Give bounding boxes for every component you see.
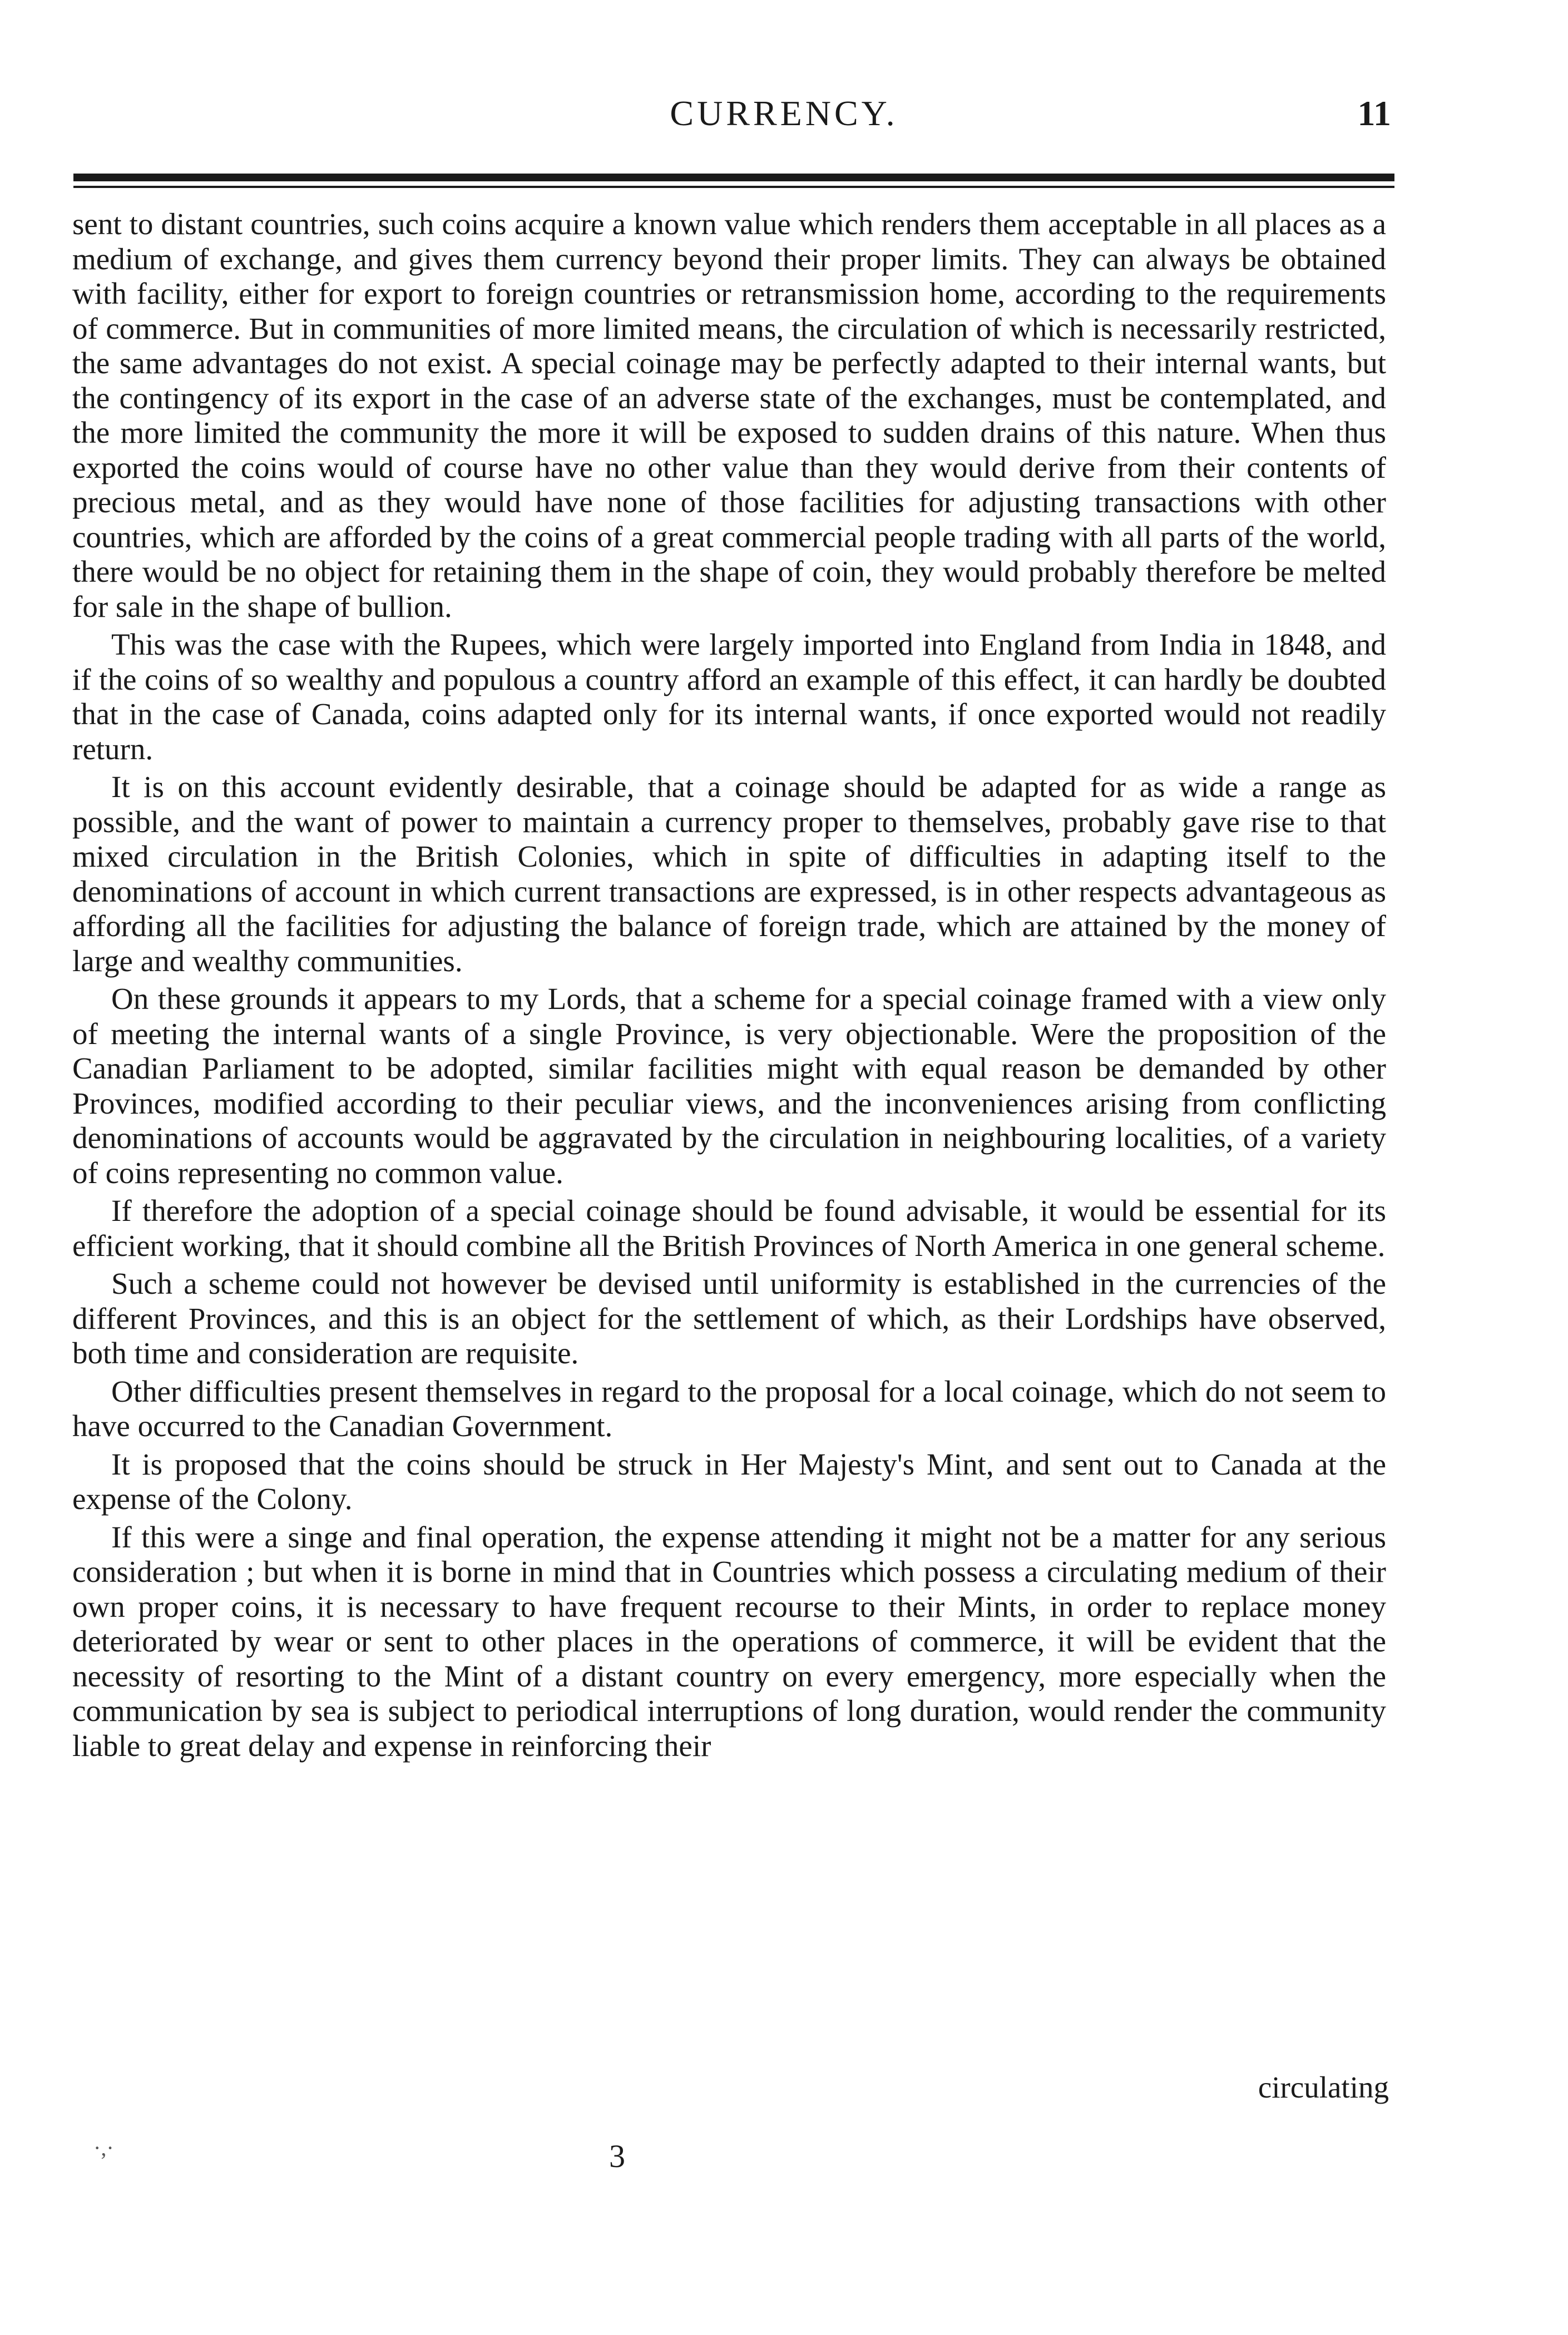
signature-mark: 3: [609, 2138, 625, 2174]
paragraph: It is on this account evidently desirable, that a coinage should be adapted for as wide a range as possible, and the want of power to maintain a currency proper to themselves, probably gave rise to that mixed circulation in the British Colonies, which in spite of difficulties in adapting itself to the denominations of account in which current transactions are expressed, is in other respects advantageous as affording all the facilities for adjusting the balance of foreign trade, which are attained by the money of large and wealthy communities.: [72, 770, 1386, 978]
paragraph: If therefore the adoption of a special coinage should be found advisable, it would be essential for its efficient working, that it should combine all the British Provinces of North America in one general scheme.: [72, 1194, 1386, 1263]
paragraph: It is proposed that the coins should be struck in Her Majesty's Mint, and sent out to Canada at the expense of the Colony.: [72, 1447, 1386, 1516]
paragraph: On these grounds it appears to my Lords, that a scheme for a special coinage framed with a view only of meeting the internal wants of a single Province, is very objectionable. Were the proposition of the Canadian Parliament to be adopted, similar facilities might with equal reason be demanded by other Provinces, modified according to their peculiar views, and the inconveniences arising from conflicting denominations of accounts would be aggravated by the circulation in neighbouring localities, of a variety of coins representing no common value.: [72, 982, 1386, 1190]
print-specks: ·,·: [93, 2135, 114, 2160]
running-title: CURRENCY.: [670, 93, 898, 133]
header-rule-thin: [73, 186, 1394, 188]
paragraph: If this were a singe and final operation, the expense attending it might not be a matter for any serious consideration ; but when it is borne in mind that in Countries which possess a circulating medium of their own proper coins, it is necessary to have frequent recourse to their Mints, in order to replace money deteriorated by wear or sent to other places in the operations of commerce, it will be evident that the necessity of resorting to the Mint of a distant country on every emergency, more especially when the communication by sea is subject to periodical interruptions of long duration, would render the community liable to great delay and expense in reinforcing their: [72, 1520, 1386, 1763]
paragraph: This was the case with the Rupees, which were largely imported into England from India in 1848, and if the coins of so wealthy and populous a country afford an example of this effect, it can hardly be doubted that in the case of Canada, coins adapted only for its internal wants, if once exported would not readily return.: [72, 627, 1386, 766]
header-rule-thick: [73, 174, 1394, 181]
body-text: [72, 207, 1386, 1767]
catchword: circulating: [1258, 2070, 1389, 2104]
paragraph: sent to distant countries, such coins acquire a known value which renders them acceptable in all places as a medium of exchange, and gives them currency beyond their proper limits. They can always be obtained with facility, either for export to foreign countries or retransmission home, according to the requirements of commerce. But in communities of more limited means, the circulation of which is necessarily restricted, the same advantages do not exist. A special coinage may be perfectly adapted to their internal wants, but the contingency of its export in the case of an adverse state of the exchanges, must be contemplated, and the more limited the community the more it will be exposed to sudden drains of this nature. When thus exported the coins would of course have no other value than they would derive from their contents of precious metal, and as they would have none of those facilities for adjusting transactions with other countries, which are afforded by the coins of a great commercial people trading with all parts of the world, there would be no object for retaining them in the shape of coin, they would probably therefore be melted for sale in the shape of bullion.: [72, 207, 1386, 624]
paragraph: Other difficulties present themselves in regard to the proposal for a local coinage, which do not seem to have occurred to the Canadian Government.: [72, 1374, 1386, 1443]
paragraph: Such a scheme could not however be devised until uniformity is established in the currencies of the different Provinces, and this is an object for the settlement of which, as their Lordships have observed, both time and consideration are requisite.: [72, 1267, 1386, 1370]
page-number: 11: [1357, 93, 1391, 133]
